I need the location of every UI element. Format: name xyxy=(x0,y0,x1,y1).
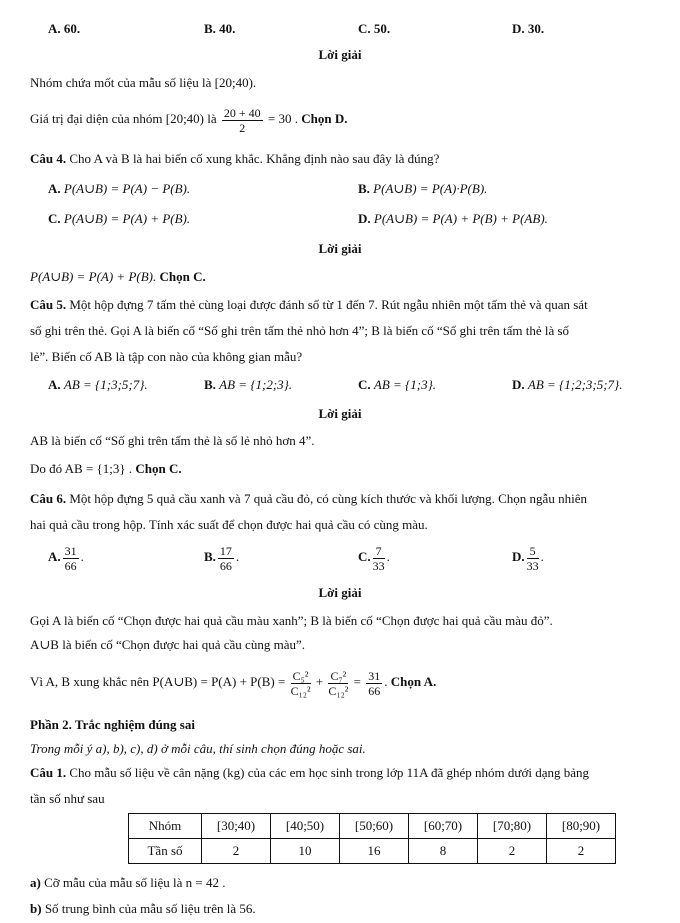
part2-title: Phần 2. Trắc nghiệm đúng sai xyxy=(30,717,195,732)
sol3-line2-pre: Giá trị đại diện của nhóm [20;40) là xyxy=(30,111,217,126)
table-cell: [60;70) xyxy=(409,814,478,839)
q4-option-d: D. P(A∪B) = P(A) + P(B) + P(AB). xyxy=(358,211,548,226)
sol3-line2-post: = 30 . xyxy=(267,111,299,126)
solution-heading: Lời giải xyxy=(318,47,362,62)
frequency-table xyxy=(128,813,616,864)
q4-stem: Câu 4. Cho A và B là hai biến cố xung khắc. Khẳng định nào sau đây là đúng? xyxy=(30,151,440,166)
q6-option-b: B. $\frac{17}{66}$ . xyxy=(204,543,240,573)
q5-option-b: B. AB = {1;2;3}. xyxy=(204,377,293,392)
solution-heading: Lời giải xyxy=(318,585,362,600)
table-header-cell: Nhóm xyxy=(129,814,202,839)
p2-q1-stem-line2: tần số như sau xyxy=(30,791,105,806)
q4-option-c: C. P(A∪B) = P(A) + P(B). xyxy=(48,211,191,226)
table-cell: [80;90) xyxy=(547,814,616,839)
q6-stem-line2: hai quả cầu trong hộp. Tính xác suất để chọn được hai quả cầu có cùng màu. xyxy=(30,517,428,532)
table-cell: 16 xyxy=(340,839,409,864)
table-row-groups xyxy=(129,814,616,839)
table-cell: [30;40) xyxy=(202,814,271,839)
sol3-fraction: $\frac{20 + 40}{2}$ xyxy=(223,105,261,135)
table-cell: 8 xyxy=(409,839,478,864)
option-d-label: D. 30. xyxy=(512,21,545,36)
q6-stem-line1: Câu 6. Một hộp đựng 5 quả cầu xanh và 7 quả cầu đỏ, có cùng kích thước và khối lượng. Chọn ngẫu nhiên xyxy=(30,491,587,506)
q5-solution-line2: Do đó AB = {1;3} . Chọn C. xyxy=(30,461,182,476)
q5-stem-line1: Câu 5. Một hộp đựng 7 tấm thẻ cùng loại được đánh số từ 1 đến 7. Rút ngẫu nhiên một tấm thẻ và quan sát xyxy=(30,297,588,312)
sol3-line1: Nhóm chứa mốt của mẫu số liệu là [20;40). xyxy=(30,75,257,90)
table-cell: [70;80) xyxy=(478,814,547,839)
solution-heading: Lời giải xyxy=(318,406,362,421)
q6-option-d: D. $\frac{5}{33}$ . xyxy=(512,543,544,573)
q6-option-c: C. $\frac{7}{33}$ . xyxy=(358,543,390,573)
q4-solution: P(A∪B) = P(A) + P(B). Chọn C. xyxy=(30,269,206,284)
q6-solution-line2: A∪B là biến cố “Chọn được hai quả cầu cùng màu”. xyxy=(30,637,305,652)
option-a-label: A. 60. xyxy=(48,21,81,36)
p2-q1-statement-b: b) Số trung bình của mẫu số liệu trên là 56. xyxy=(30,901,256,916)
table-cell: 2 xyxy=(202,839,271,864)
table-cell: 10 xyxy=(271,839,340,864)
sol3-line2 xyxy=(30,104,348,135)
p2-q1-statement-a: a) Cỡ mẫu của mẫu số liệu là n = 42 . xyxy=(30,875,226,890)
sol3-choice: Chọn D. xyxy=(301,111,348,126)
q6-solution-line1: Gọi A là biến cố “Chọn được hai quả cầu màu xanh”; B là biến cố “Chọn được hai quả cầu màu đỏ”. xyxy=(30,613,553,628)
q5-solution-line1: AB là biến cố “Số ghi trên tấm thẻ là số lẻ nhỏ hơn 4”. xyxy=(30,433,315,448)
table-cell: [50;60) xyxy=(340,814,409,839)
option-b-label: B. 40. xyxy=(204,21,236,36)
table-cell: 2 xyxy=(547,839,616,864)
q5-option-c: C. AB = {1;3}. xyxy=(358,377,437,392)
q4-option-a: A. P(A∪B) = P(A) − P(B). xyxy=(48,181,191,196)
q6-solution-line3: Vì A, B xung khắc nên P(A∪B) = P(A) + P(B) = $\frac{\text{C₅²}}{\text{C₁₂²}}$ + $\frac{\text{C₇²}}{\text{C₁₂²}}$ = $\frac{31}{66}$ . Chọn A. xyxy=(30,668,437,698)
table-header-cell: Tần số xyxy=(129,839,202,864)
table-cell: 2 xyxy=(478,839,547,864)
q4-option-b: B. P(A∪B) = P(A)·P(B). xyxy=(358,181,488,196)
option-c-label: C. 50. xyxy=(358,21,391,36)
q6-option-a: A. $\frac{31}{66}$ . xyxy=(48,543,84,573)
table-cell: [40;50) xyxy=(271,814,340,839)
q5-option-d: D. AB = {1;2;3;5;7}. xyxy=(512,377,623,392)
q5-stem-line2: số ghi trên thẻ. Gọi A là biến cố “Số ghi trên tấm thẻ nhỏ hơn 4”; B là biến cố “Số ghi trên tấm thẻ là số xyxy=(30,323,570,338)
p2-q1-stem-line1: Câu 1. Cho mẫu số liệu về cân nặng (kg) của các em học sinh trong lớp 11A đã ghép nhóm dưới dạng bảng xyxy=(30,765,589,780)
solution-heading: Lời giải xyxy=(318,241,362,256)
q5-stem-line3: lẻ”. Biến cố AB là tập con nào của không gian mẫu? xyxy=(30,349,303,364)
table-row-frequencies xyxy=(129,839,616,864)
part2-instruction: Trong mỗi ý a), b), c), d) ở mỗi câu, thí sinh chọn đúng hoặc sai. xyxy=(30,741,366,756)
q5-option-a: A. AB = {1;3;5;7}. xyxy=(48,377,148,392)
